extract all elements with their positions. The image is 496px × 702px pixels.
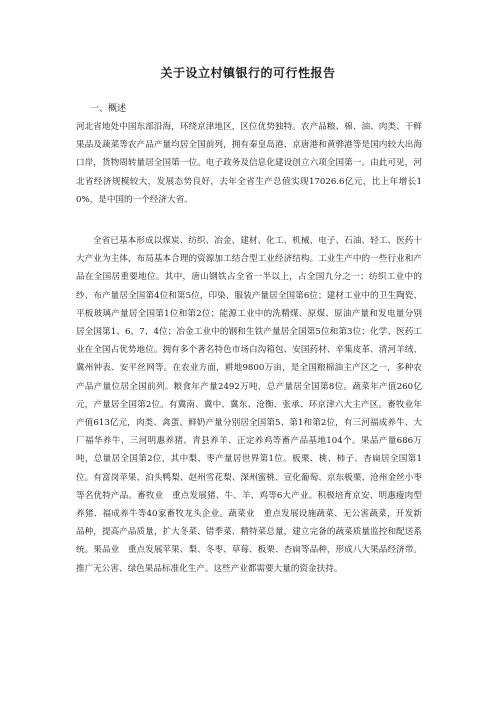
document-title: 关于设立村镇银行的可行性报告: [160, 66, 336, 80]
paragraph-industry: 全省已基本形成以煤炭、纺织、冶金、建材、化工、机械、电子、石油、轻工、医药十大产业为主体，布局基本合理的资源加工结合型工业经济结构。工业生产中的一些行业和产品在全国居重要地位。其中，唐山钢铁占全省一半以上，占全国九分之一；纺织工业中的纱、布产量居全国第4位和第5位，印染、服装产量居全国第6位；建材工业中的卫生陶瓷、平板玻璃产量居全国第1位和第2位；能源工业中的洗精煤、原煤、原油产量和发电量分别居全国第1、6、7、4位；冶金工业中的钢和生铁产量居全国第5位和第3位；化学、医药工业在全国占优势地位。拥有多个著名特色市场白沟箱包、安国药材、辛集皮革、清河羊绒、冀州钟表、安平丝网等。在农业方面，耕地9800万亩，是全国粮棉油主产区之一，多种农产品产量位居全国前列。粮食年产量2492万吨，总产量居全国第8位。蔬菜年产值260亿元，产量居全国第2位。有冀南、冀中、冀东、沧衡、张承、环京津六大主产区。畜牧业年产值613亿元，肉类、禽蛋、鲜奶产量分别居全国第5、第1和第2位，有三河福成养牛、大厂福华养牛、三河明惠养猪、青县养羊、正定养鸡等畜产品基地104个。果品产量686万吨，总量居全国第2位，其中梨、枣产量居世界第1位。板栗、桃、柿子、杏扁居全国第1位。有富岗苹果、泊头鸭梨、赵州雪花梨、深州蜜桃、宣化葡萄、京东板栗、沧州金丝小枣等名优特产品。畜牧业 重点发展猪、牛、羊、鸡等6大产业。积极培育京安、明惠瘦肉型养猪、福成养牛等40家畜牧龙头企业。蔬菜业 重点发展设施蔬菜、无公害蔬菜，开发新品种，提高产品质量，扩大冬菜、错季菜、精特菜总量，建立完备的蔬菜质量监控和配送系统。果品业 重点发展苹果、梨、冬枣、草莓、板栗、杏扁等品种，形成八大果品经济带。推广无公害、绿色果品标准化生产。这些产业都需要大量的资金扶持。: [76, 236, 422, 574]
section-heading: 一、概述: [90, 104, 127, 114]
paragraph-overview: 河北省地处中国东部沿海，环绕京津地区，区位优势独特。农产品粮、棉、油、肉类、干鲜果品及蔬菜等农产品产量均居全国前列，拥有秦皇岛港、京唐港和黄骅港等是国内较大出海口岸，货物周转量居全国第一位。电子政务及信息化建设创立六项全国第一。由此可见，河北省经济规模较大，发展态势良好，去年全省生产总值实现17026.6亿元，比上年增长10%，是中国的一个经济大省。: [76, 122, 422, 205]
